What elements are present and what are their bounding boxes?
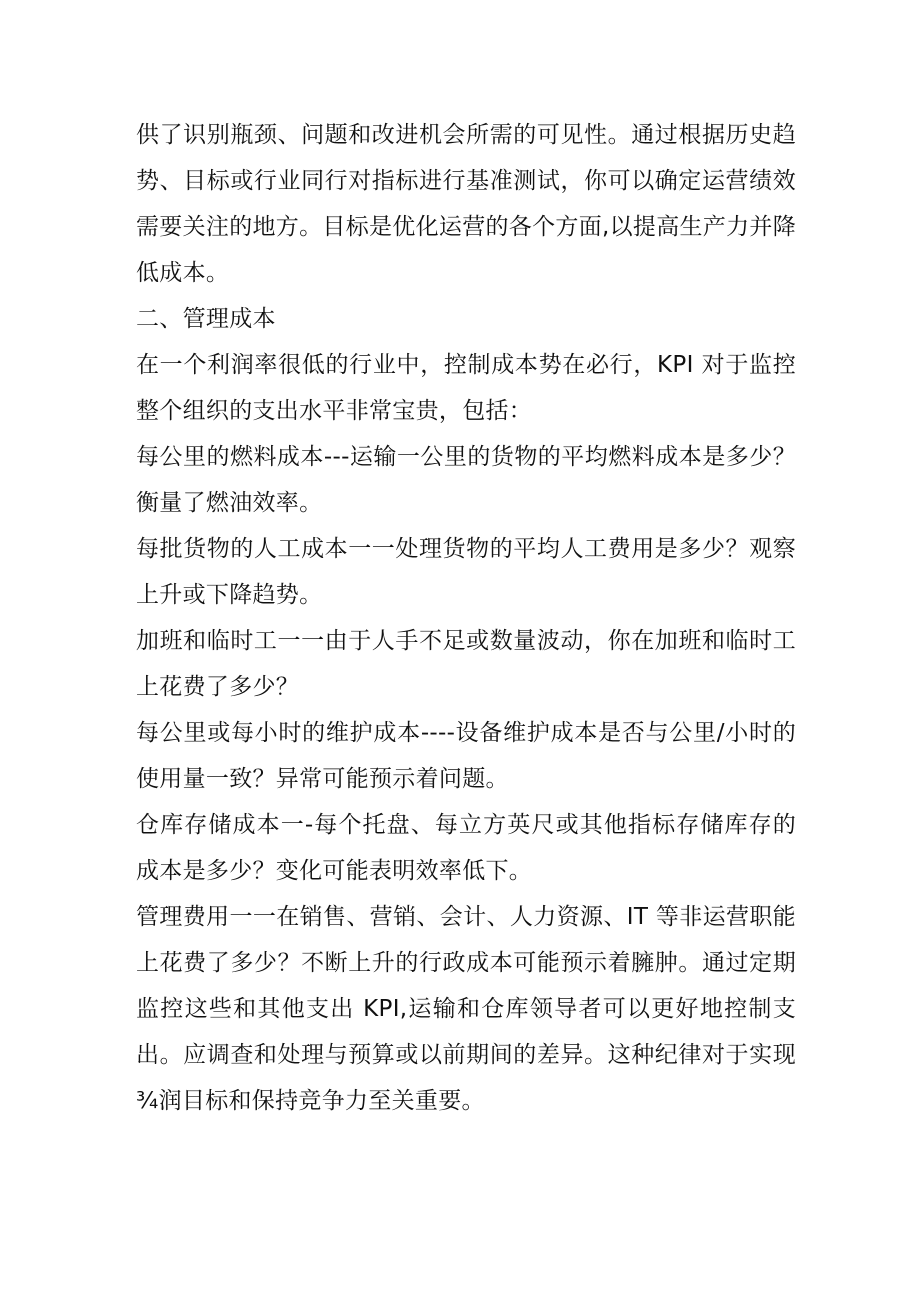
paragraph-warehouse-storage-cost: 仓库存储成本一-每个托盘、每立方英尺或其他指标存储库存的成本是多少？变化可能表明效率低下。 [136,812,796,884]
paragraph-admin-cost: 管理费用一一在销售、营销、会计、人力资源、IT 等非运营职能上花费了多少？不断上升的行政成本可能预示着臃肿。通过定期监控这些和其他支出 KPI,运输和仓库领导者可以更好地控制支出。应调查和处理与预算或以前期间的差异。这种纪律对于实现¾润目标和保持竞争力至关重要。 [136,904,796,1114]
paragraph-overtime: 加班和临时工一一由于人手不足或数量波动，你在加班和临时工上花费了多少？ [136,628,796,700]
section-heading-manage-cost: 二、管理成本 [136,306,276,332]
paragraph-labor-cost: 每批货物的人工成本一一处理货物的平均人工费用是多少？观察上升或下降趋势。 [136,536,796,608]
paragraph-cost-control-intro: 在一个利润率很低的行业中，控制成本势在必行，KPI 对于监控整个组织的支出水平非常宝贵，包括： [136,352,796,424]
paragraph-visibility-intro: 供了识别瓶颈、问题和改进机会所需的可见性。通过根据历史趋势、目标或行业同行对指标进行基准测试，你可以确定运营绩效需要关注的地方。目标是优化运营的各个方面,以提高生产力并降低成本。 [136,122,797,286]
document-body [136,112,796,1124]
paragraph-maintenance-cost: 每公里或每小时的维护成本----设备维护成本是否与公里/小时的使用量一致？异常可能预示着问题。 [136,720,796,792]
paragraph-fuel-cost: 每公里的燃料成本---运输一公里的货物的平均燃料成本是多少？衡量了燃油效率。 [136,444,796,516]
